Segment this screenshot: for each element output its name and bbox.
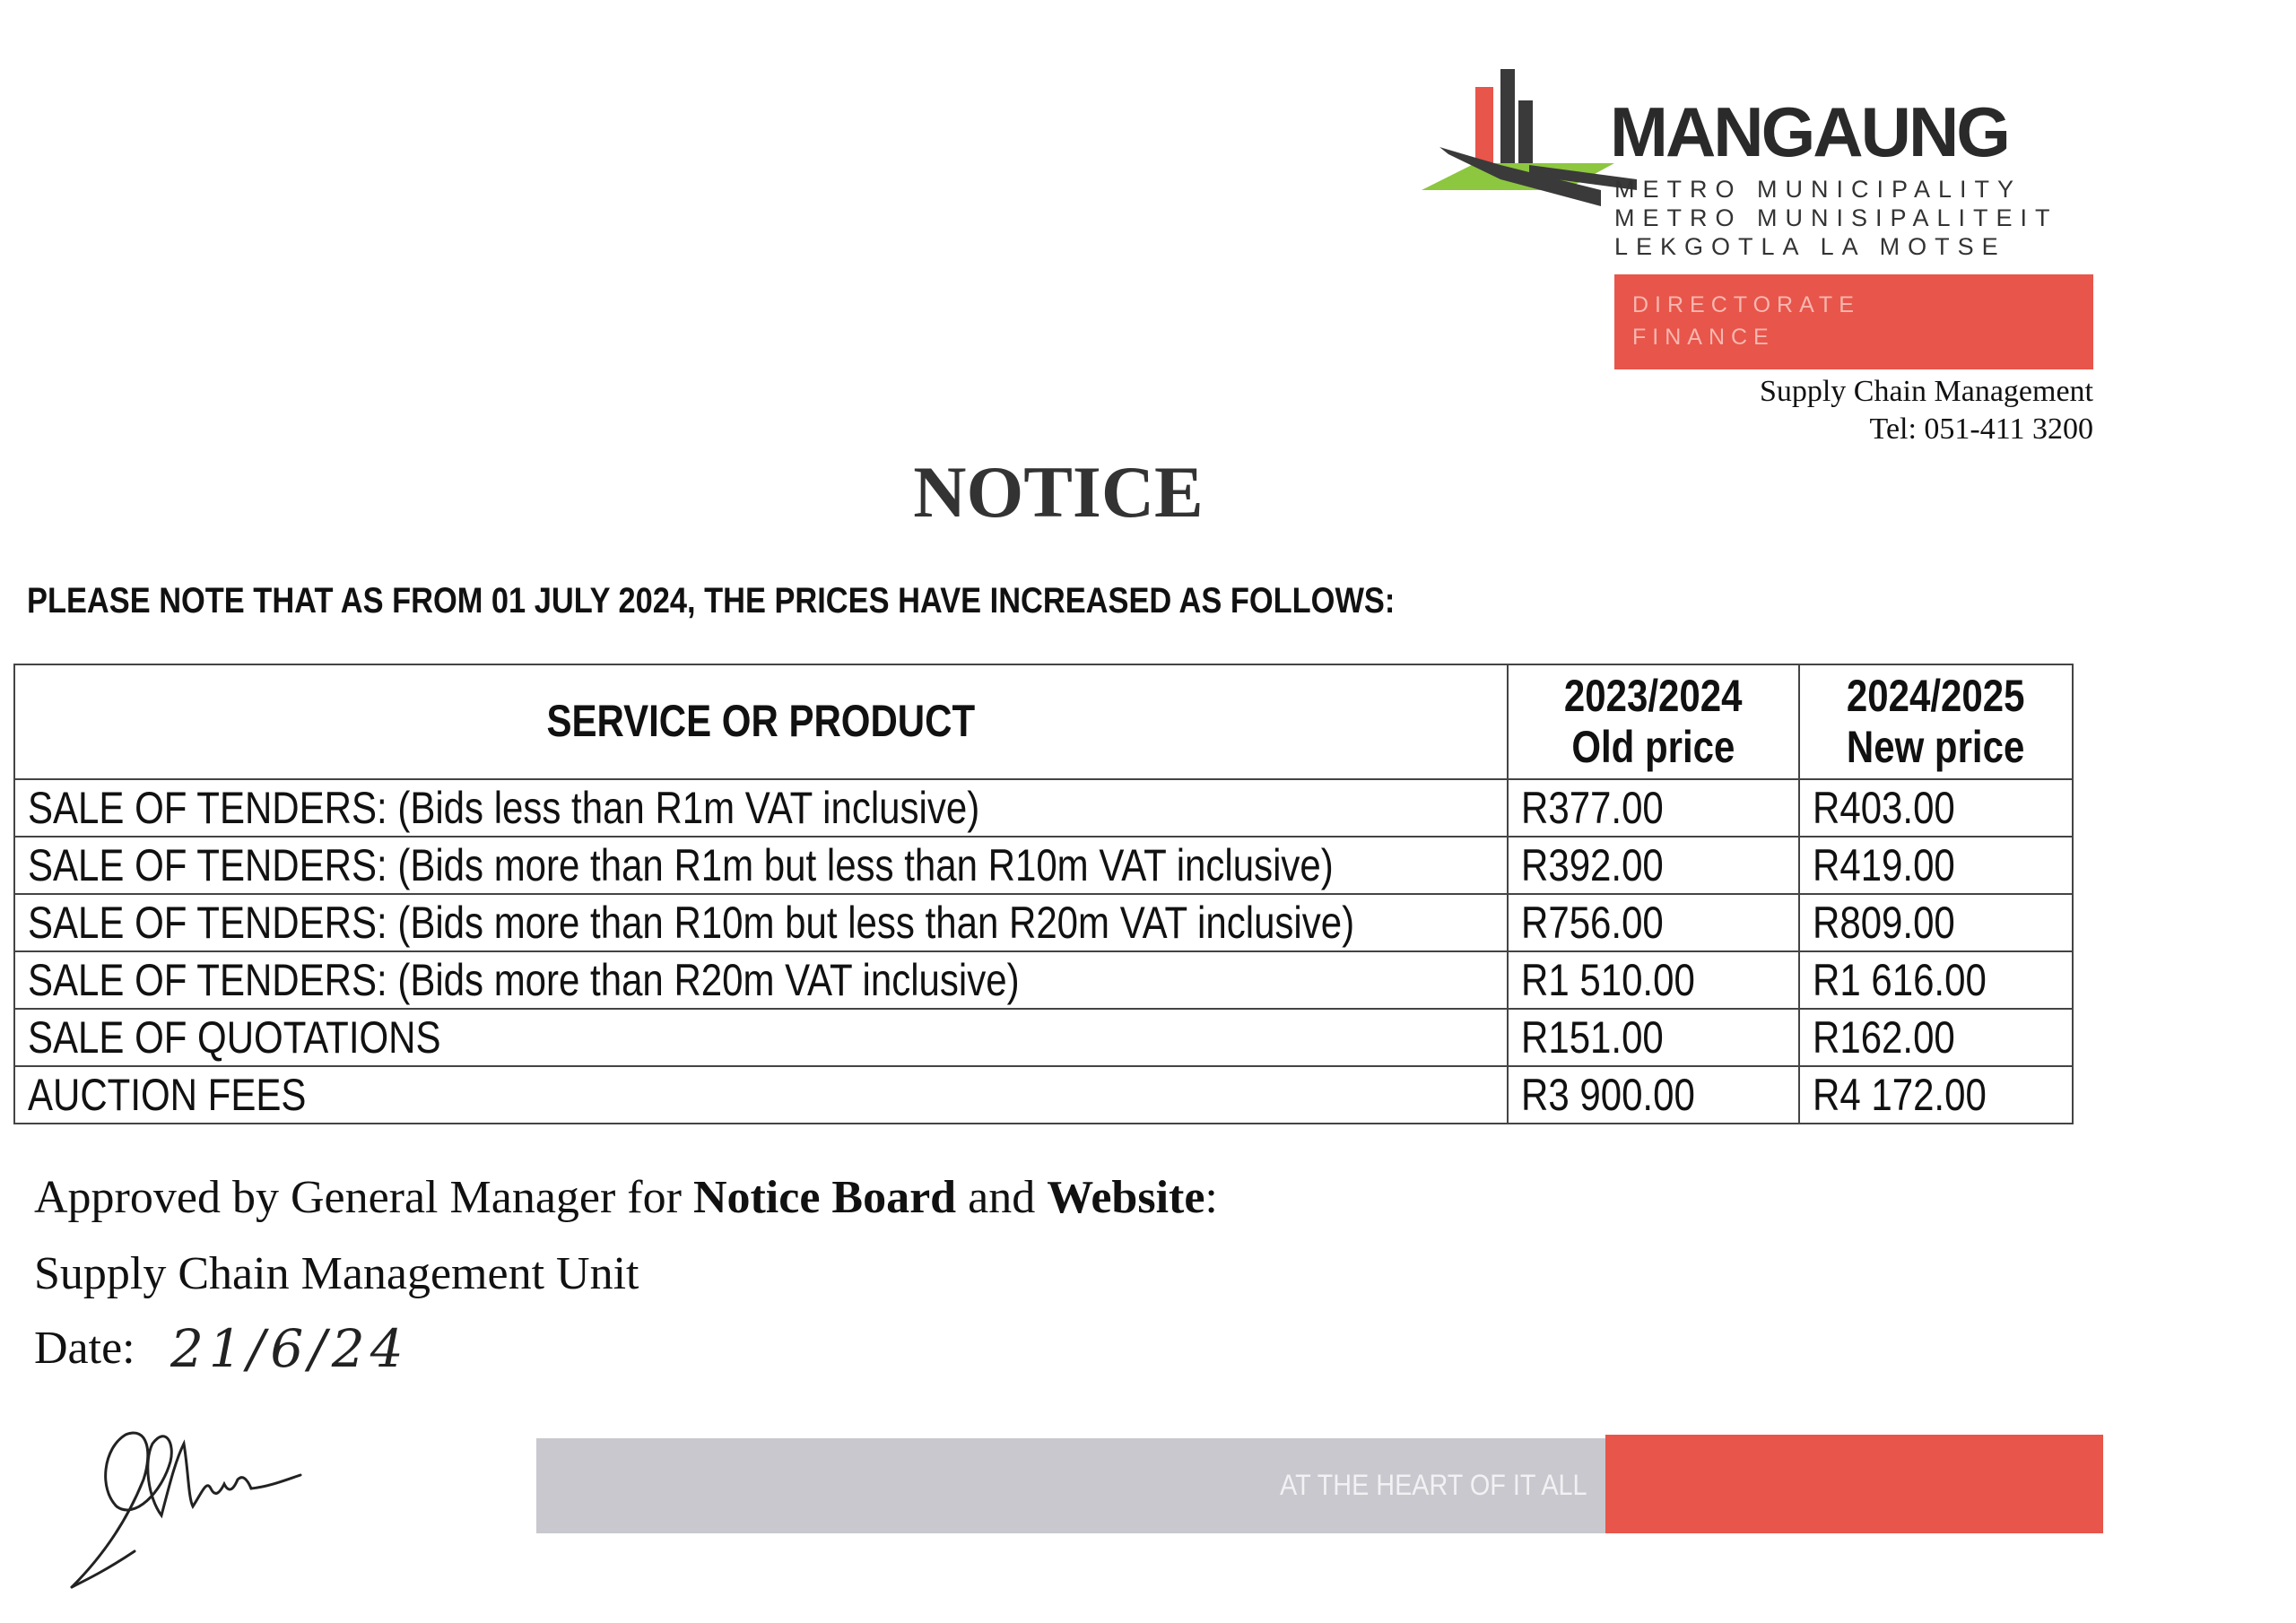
old-price-label: Old price (1571, 722, 1735, 772)
service-text: SALE OF TENDERS: (Bids less than R1m VAT inclusive) (28, 783, 980, 833)
new-price-value: R403.00 (1813, 783, 1955, 833)
service-text: AUCTION FEES (28, 1070, 307, 1120)
directorate-line-1: DIRECTORATE (1632, 292, 1860, 317)
service-cell (14, 1009, 1508, 1066)
table-row (14, 894, 2073, 951)
brand-name: MANGAUNG (1610, 92, 2008, 171)
directorate-line-2: FINANCE (1632, 325, 1775, 350)
footer-slogan: AT THE HEART OF IT ALL (1280, 1469, 1587, 1501)
price-table (13, 664, 2074, 1124)
notice-title: NOTICE (913, 451, 1204, 533)
service-column-header (14, 664, 1508, 779)
brand-line-2: METRO MUNISIPALITEIT (1614, 204, 2058, 231)
old-price-value: R756.00 (1521, 898, 1664, 948)
new-price-cell (1799, 779, 2073, 837)
table-row (14, 1009, 2073, 1066)
approval-website: Website (1047, 1172, 1205, 1223)
table-row (14, 951, 2073, 1009)
directorate-badge (1614, 274, 2093, 369)
handwritten-date: 21/6/24 (170, 1318, 409, 1379)
telephone-number: Tel: 051-411 3200 (1869, 412, 2093, 446)
new-price-cell (1799, 951, 2073, 1009)
notice-lead: PLEASE NOTE THAT AS FROM 01 JULY 2024, THE PRICES HAVE INCREASED AS FOLLOWS: (27, 581, 1396, 621)
new-price-column-header (1799, 664, 2073, 779)
service-cell (14, 779, 1508, 837)
new-price-value: R4 172.00 (1813, 1070, 1987, 1120)
date-label: Date: (34, 1323, 135, 1374)
signature-icon (63, 1408, 305, 1596)
service-cell (14, 1066, 1508, 1124)
department-name: Supply Chain Management (1759, 375, 2093, 408)
service-cell (14, 837, 1508, 894)
old-price-cell (1508, 894, 1799, 951)
brand-line-1: METRO MUNICIPALITY (1614, 176, 2022, 203)
old-price-column-header (1508, 664, 1799, 779)
old-price-value: R151.00 (1521, 1012, 1664, 1063)
old-price-cell (1508, 1009, 1799, 1066)
approval-unit: Supply Chain Management Unit (34, 1248, 639, 1299)
new-price-cell (1799, 837, 2073, 894)
service-text: SALE OF TENDERS: (Bids more than R20m VAT inclusive) (28, 955, 1020, 1005)
service-header-label: SERVICE OR PRODUCT (546, 696, 976, 747)
service-text: SALE OF TENDERS: (Bids more than R1m but less than R10m VAT inclusive) (28, 840, 1334, 890)
footer-red-band (1605, 1435, 2103, 1533)
old-price-cell (1508, 951, 1799, 1009)
service-text: SALE OF QUOTATIONS (28, 1012, 441, 1063)
table-row (14, 837, 2073, 894)
old-price-cell (1508, 1066, 1799, 1124)
new-price-cell (1799, 894, 2073, 951)
table-header-row (14, 664, 2073, 779)
approval-and: and (956, 1172, 1048, 1223)
table-row (14, 779, 2073, 837)
new-price-cell (1799, 1066, 2073, 1124)
service-cell (14, 951, 1508, 1009)
old-price-value: R3 900.00 (1521, 1070, 1695, 1120)
approval-notice-board: Notice Board (692, 1172, 957, 1223)
brand-line-3: LEKGOTLA LA MOTSE (1614, 233, 2006, 260)
service-cell (14, 894, 1508, 951)
new-price-cell (1799, 1009, 2073, 1066)
old-price-value: R1 510.00 (1521, 955, 1695, 1005)
old-price-cell (1508, 837, 1799, 894)
old-year-label: 2023/2024 (1564, 670, 1743, 721)
new-year-label: 2024/2025 (1847, 670, 2025, 721)
approval-prefix: Approved by General Manager for (34, 1172, 693, 1223)
table-row (14, 1066, 2073, 1124)
new-price-value: R809.00 (1813, 898, 1955, 948)
approval-suffix: : (1205, 1172, 1218, 1223)
old-price-value: R377.00 (1521, 783, 1664, 833)
new-price-label: New price (1847, 722, 2025, 772)
mangaung-logo-icon (1422, 65, 1637, 208)
service-text: SALE OF TENDERS: (Bids more than R10m but less than R20m VAT inclusive) (28, 898, 1355, 948)
new-price-value: R162.00 (1813, 1012, 1955, 1063)
approval-statement (34, 1172, 1218, 1223)
footer-banner (536, 1435, 2103, 1533)
new-price-value: R1 616.00 (1813, 955, 1987, 1005)
old-price-value: R392.00 (1521, 840, 1664, 890)
old-price-cell (1508, 779, 1799, 837)
new-price-value: R419.00 (1813, 840, 1955, 890)
